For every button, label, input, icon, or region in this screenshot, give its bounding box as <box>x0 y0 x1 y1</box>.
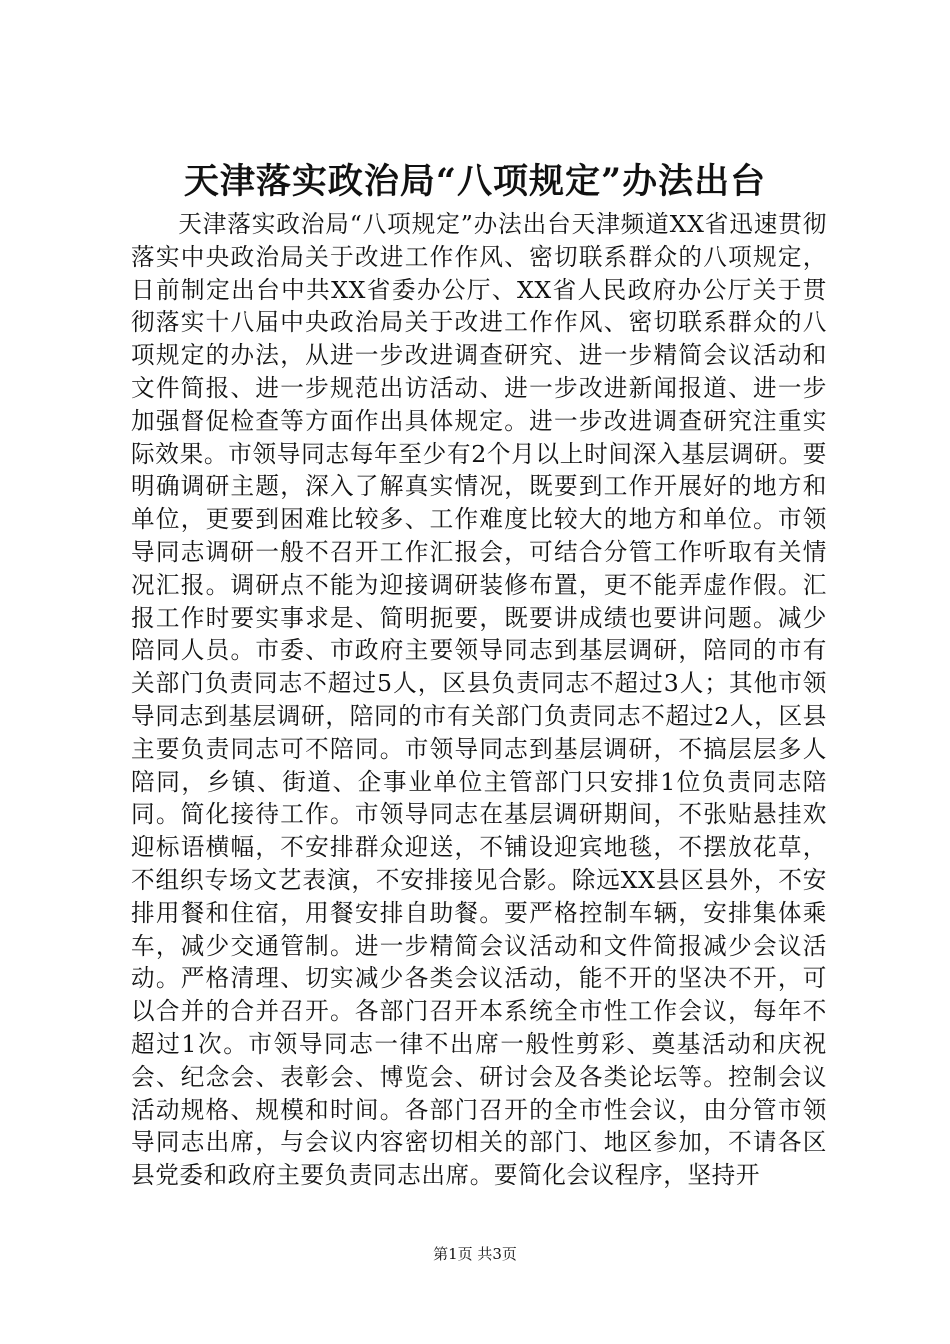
document-title: 天津落实政治局“八项规定”办法出台 <box>183 161 767 202</box>
page-number-footer: 第1页 共3页 <box>433 1245 517 1263</box>
document-body: 天津落实政治局“八项规定”办法出台天津频道XX省迅速贯彻落实中央政治局关于改进工作作风、密切联系群众的八项规定，日前制定出台中共XX省委办公厅、XX省人民政府办公厅关于贯彻落实十八届中央政治局关于改进工作作风、密切联系群众的八项规定的办法，从进一步改进调查研究、进一步精简会议活动和文件简报、进一步规范出访活动、进一步改进新闻报道、进一步加强督促检查等方面作出具体规定。进一步改进调查研究注重实际效果。市领导同志每年至少有2个月以上时间深入基层调研。要明确调研主题，深入了解真实情况，既要到工作开展好的地方和单位，更要到困难比较多、工作难度比较大的地方和单位。市领导同志调研一般不召开工作汇报会，可结合分管工作听取有关情况汇报。调研点不能为迎接调研装修布置，更不能弄虚作假。汇报工作时要实事求是、简明扼要，既要讲成绩也要讲问题。减少陪同人员。市委、市政府主要领导同志到基层调研，陪同的市有关部门负责同志不超过5人，区县负责同志不超过3人；其他市领导同志到基层调研，陪同的市有关部门负责同志不超过2人，区县主要负责同志可不陪同。市领导同志到基层调研，不搞层层多人陪同，乡镇、街道、企事业单位主管部门只安排1位负责同志陪同。简化接待工作。市领导同志在基层调研期间，不张贴悬挂欢迎标语横幅，不安排群众迎送，不铺设迎宾地毯，不摆放花草，不组织专场文艺表演，不安排接见合影。除远XX县区县外，不安排用餐和住宿，用餐安排自助餐。要严格控制车辆，安排集体乘车，减少交通管制。进一步精简会议活动和文件简报减少会议活动。严格清理、切实减少各类会议活动，能不开的坚决不开，可以合并的合并召开。各部门召开本系统全市性工作会议，每年不超过1次。市领导同志一律不出席一般性剪彩、奠基活动和庆祝会、纪念会、表彰会、博览会、研讨会及各类论坛等。控制会议活动规格、规模和时间。各部门召开的全市性会议，由分管市领导同志出席，与会议内容密切相关的部门、地区参加，不请各区县党委和政府主要负责同志出席。要简化会议程序，坚持开 <box>131 210 827 1190</box>
